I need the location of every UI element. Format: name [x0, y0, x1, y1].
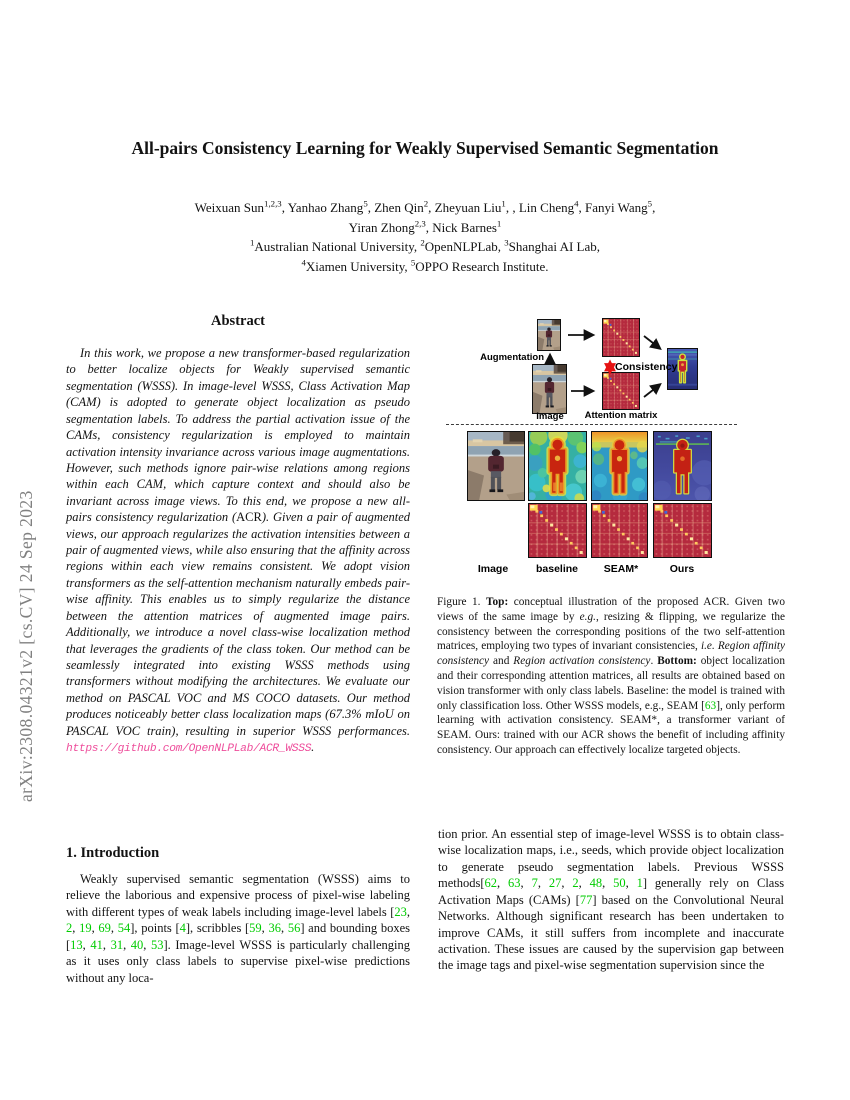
- input-photo: [467, 431, 525, 501]
- arxiv-banner: arXiv:2308.04321v2 [cs.CV] 24 Sep 2023: [16, 490, 36, 802]
- right-column-paragraph: tion prior. An essential step of image-level WSSS is to obtain class-wise localization maps, i.e., seeds, which provide object localization to generate pseudo segmentation labels. Previous WSSS methods[62, 63, 7, 27, 2, 48, 50, 1] generally rely on Class Activation Maps (CAMs) [77] based on the Convolutional Neural Networks. Although significant research has been undertaken to improve CAMs, it still suffers from incomplete and inaccurate activation. These issues are caused by the supervision gap between the image tags and pixel-wise segmentation supervision since the: [438, 827, 785, 973]
- column-label-seam: SEAM*: [603, 563, 639, 575]
- paper-title: All-pairs Consistency Learning for Weakly Supervised Semantic Segmentation: [131, 138, 719, 158]
- seam-attention-matrix: [591, 503, 648, 558]
- image-top-label: Image: [536, 411, 564, 422]
- affiliation-line-1: $^1$Australian National University, $^2$OpenNLPLab, $^3$Shanghai AI Lab,: [250, 237, 600, 255]
- column-label-image: Image: [477, 563, 509, 575]
- seam-heatmap: [591, 431, 648, 501]
- ours-attention-matrix: [653, 503, 712, 558]
- consistency-label: Consistency: [615, 361, 678, 373]
- author-block: [66, 198, 784, 276]
- author-line-2: Yiran Zhong$^{2,3}$, Nick Barnes$^1$: [348, 218, 502, 235]
- abstract-heading: Abstract: [211, 313, 265, 329]
- section-heading-introduction: 1. Introduction: [66, 845, 160, 861]
- github-link[interactable]: https://github.com/OpenNLPLab/ACR_WSSS: [66, 743, 312, 756]
- column-label-ours: Ours: [669, 563, 695, 575]
- affiliation-line-2: $^4$Xiamen University, $^5$OPPO Research Institute.: [301, 257, 549, 274]
- ours-heatmap: [653, 431, 712, 501]
- baseline-heatmap: [528, 431, 587, 501]
- diagram-arrows: [438, 305, 784, 425]
- column-label-baseline: baseline: [535, 563, 579, 575]
- author-line-1: Weixuan Sun$^{1,2,3}$, Yanhao Zhang$^5$, Zhen Qin$^2$, Zheyuan Liu$^1$, , Lin Cheng$^4$, Fanyi Wang$^5$,: [194, 198, 656, 215]
- augmentation-label: Augmentation: [480, 352, 544, 363]
- attention-matrix-label: Attention matrix: [584, 410, 658, 421]
- figure-1-caption: Figure 1. Top: conceptual illustration of the proposed ACR. Given two views of the same image by e.g., resizing & flipping, we regularize the consistency between the corresponding positions of the two self-attention matrices, employing two types of invariant consistencies, i.e. Region affinity consistency and Region activation consistency. Bottom: object localization and their corresponding attention matrices, all results are obtained based on vision transformer with only class labels. Baseline: the model is trained with only classification loss. Other WSSS models, e.g., SEAM [63], only perform learning with activation consistency. SEAM*, a transformer variant of SEAM. Ours: trained with our ACR shows the benefit of including affinity consistency. Our approach can effectively localize targeted objects.: [437, 596, 786, 756]
- baseline-attention-matrix: [528, 503, 587, 558]
- intro-paragraph: Weakly supervised semantic segmentation (WSSS) aims to relieve the laborious and expensive process of pixel-wise labeling with different types of weak labels including image-level labels [23, 2, 19, 69, 54], points [4], scribbles [59, 36, 56] and bounding boxes [13, 41, 31, 40, 53]. Image-level WSSS is particularly challenging as it uses only class labels to supervise pixel-wise predictions without any loca-: [66, 872, 411, 985]
- figure-divider: [446, 424, 737, 425]
- figure-1: [438, 305, 784, 595]
- abstract-text: In this work, we propose a new transformer-based regularization to better localize objects for Weakly supervised semantic segmentation (WSSS). In image-level WSSS, Class Activation Map (CAM) is adopted to generate object localization as pseudo segmentation labels. To address the partial activation issue of the CAMs, consistency regularization is employed to maintain activation intensity invariance across various image augmentations. However, such methods ignore pair-wise relations among regions within each CAM, which capture context and should also be invariant across image views. To this end, we propose a new all-pairs consistency regularization (ACR). Given a pair of augmented views, our approach regularizes the activation intensities between a pair of augmented views, while also ensuring that the affinity across regions within each view remains consistent. We adopt vision transformers as the self-attention mechanism naturally embeds pair-wise affinity. This enables us to simply regularize the distance between the attention matrices of augmented image pairs. Additionally, we introduce a novel class-wise localization method that leverages the gradients of the class token. Our method can be seamlessly integrated into existing WSSS methods using transformers without modifying the architectures. We evaluate our method on PASCAL VOC and MS COCO datasets. Our method produces noticeably better class localization maps (67.3% mIoU on PASCAL VOC train), resulting in superior WSSS performances. https://github.com/OpenNLPLab/ACR_WSSS.: [66, 346, 410, 756]
